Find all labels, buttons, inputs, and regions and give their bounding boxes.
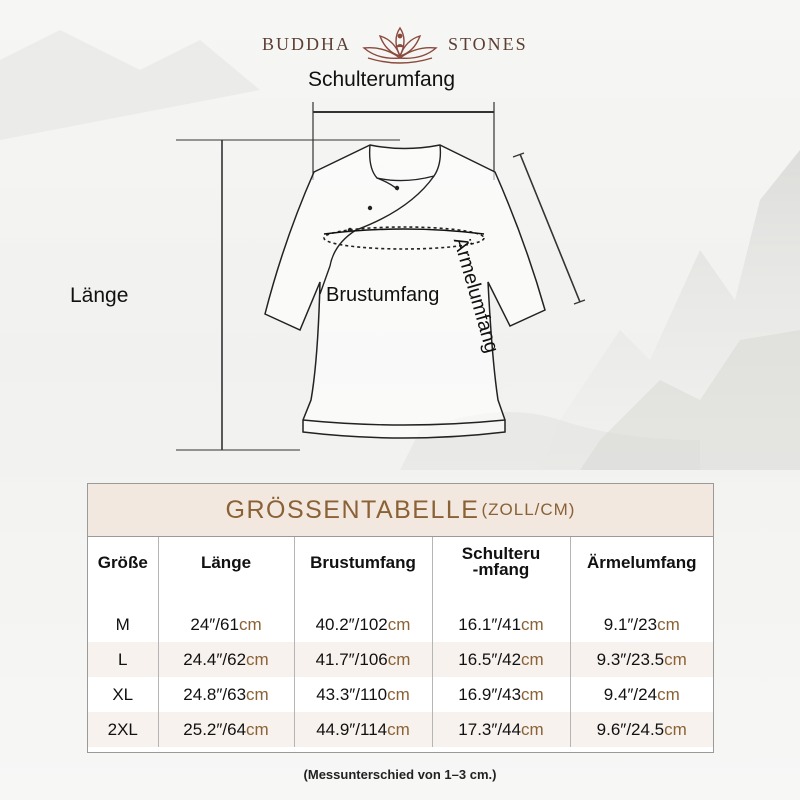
cell-value: 24″/61 bbox=[190, 614, 239, 634]
cell-sleeve bbox=[570, 607, 713, 642]
table-header-row bbox=[88, 537, 713, 589]
garment-diagram bbox=[0, 60, 800, 470]
cell-length bbox=[158, 607, 294, 642]
cell-chest bbox=[294, 607, 432, 642]
cell-sleeve bbox=[570, 712, 713, 747]
brand-name-right: STONES bbox=[448, 34, 528, 54]
cell-value: M bbox=[115, 614, 130, 634]
cell-value: 44.9″/114 bbox=[316, 719, 388, 739]
cell-value: 24.4″/62 bbox=[183, 649, 247, 669]
shoulder-label: Schulterumfang bbox=[308, 68, 456, 91]
cell-chest bbox=[294, 712, 432, 747]
cell-shoulder bbox=[432, 642, 570, 677]
cell-size bbox=[88, 677, 158, 712]
cell-chest bbox=[294, 642, 432, 677]
cell-length bbox=[158, 642, 294, 677]
cell-unit: cm bbox=[387, 614, 411, 634]
cell-unit: cm bbox=[664, 719, 687, 739]
cell-sleeve bbox=[570, 642, 713, 677]
cell-value: 16.9″/43 bbox=[458, 684, 522, 704]
cell-length bbox=[158, 712, 294, 747]
cell-value: 16.1″/41 bbox=[458, 614, 522, 634]
table-title-text: GRÖSSENTABELLE bbox=[225, 495, 480, 524]
cell-size bbox=[88, 607, 158, 642]
cell-unit: cm bbox=[246, 719, 269, 739]
cell-size bbox=[88, 642, 158, 677]
cell-value: 25.2″/64 bbox=[183, 719, 247, 739]
cell-value: 43.3″/110 bbox=[316, 684, 388, 704]
cell-chest bbox=[294, 677, 432, 712]
sleeve-tick-top bbox=[513, 153, 524, 157]
cell-value: 40.2″/102 bbox=[315, 614, 388, 634]
cell-unit: cm bbox=[246, 649, 269, 669]
cell-value: L bbox=[118, 649, 128, 669]
cell-sleeve bbox=[570, 677, 713, 712]
table-row bbox=[88, 677, 713, 712]
cell-value: 9.6″/24.5 bbox=[596, 719, 665, 739]
table-title-unit: (ZOLL/CM) bbox=[481, 500, 576, 519]
cell-value: 17.3″/44 bbox=[458, 719, 522, 739]
shirt-outline-icon bbox=[0, 60, 800, 470]
cell-unit: cm bbox=[657, 684, 680, 704]
header-shoulder-line1: Schulteru bbox=[461, 544, 541, 563]
table-row bbox=[88, 642, 713, 677]
cell-value: 24.8″/63 bbox=[183, 684, 247, 704]
brand-name-left: BUDDHA bbox=[262, 34, 352, 54]
cell-shoulder bbox=[432, 712, 570, 747]
cell-unit: cm bbox=[521, 684, 544, 704]
cell-unit: cm bbox=[387, 719, 410, 739]
cell-length bbox=[158, 677, 294, 712]
cell-unit: cm bbox=[246, 684, 269, 704]
cell-value: 16.5″/42 bbox=[458, 649, 522, 669]
cell-unit: cm bbox=[238, 614, 262, 634]
cell-value: 41.7″/106 bbox=[315, 649, 388, 669]
measurement-note: (Messunterschied von 1–3 cm.) bbox=[303, 767, 497, 782]
header-chest: Brustumfang bbox=[294, 537, 432, 589]
sleeve-label: Ärmelumfang bbox=[448, 235, 503, 356]
table-title bbox=[88, 484, 713, 537]
table-row bbox=[88, 712, 713, 747]
cell-value: 9.3″/23.5 bbox=[596, 649, 665, 669]
cell-size bbox=[88, 712, 158, 747]
size-table bbox=[88, 537, 713, 747]
header-size: Größe bbox=[88, 537, 158, 589]
cell-shoulder bbox=[432, 607, 570, 642]
cell-value: XL bbox=[112, 684, 134, 704]
cell-unit: cm bbox=[664, 649, 687, 669]
table-spacer-row bbox=[88, 589, 713, 607]
cell-shoulder bbox=[432, 677, 570, 712]
cell-value: 9.4″/24 bbox=[603, 684, 658, 704]
length-label: Länge bbox=[70, 284, 129, 307]
cell-value: 2XL bbox=[107, 719, 138, 739]
header-shoulder-line2: -mfang bbox=[472, 560, 530, 579]
cell-unit: cm bbox=[521, 614, 544, 634]
cell-unit: cm bbox=[387, 684, 410, 704]
cell-unit: cm bbox=[521, 719, 544, 739]
cell-value: 9.1″/23 bbox=[603, 614, 658, 634]
header-shoulder bbox=[432, 537, 570, 589]
header-sleeve: Ärmelumfang bbox=[586, 553, 697, 572]
chest-label: Brustumfang bbox=[326, 284, 440, 306]
cell-unit: cm bbox=[521, 649, 544, 669]
header-length: Länge bbox=[158, 537, 294, 589]
table-row bbox=[88, 607, 713, 642]
cell-unit: cm bbox=[387, 649, 411, 669]
size-chart-table bbox=[87, 483, 714, 753]
cell-unit: cm bbox=[657, 614, 680, 634]
